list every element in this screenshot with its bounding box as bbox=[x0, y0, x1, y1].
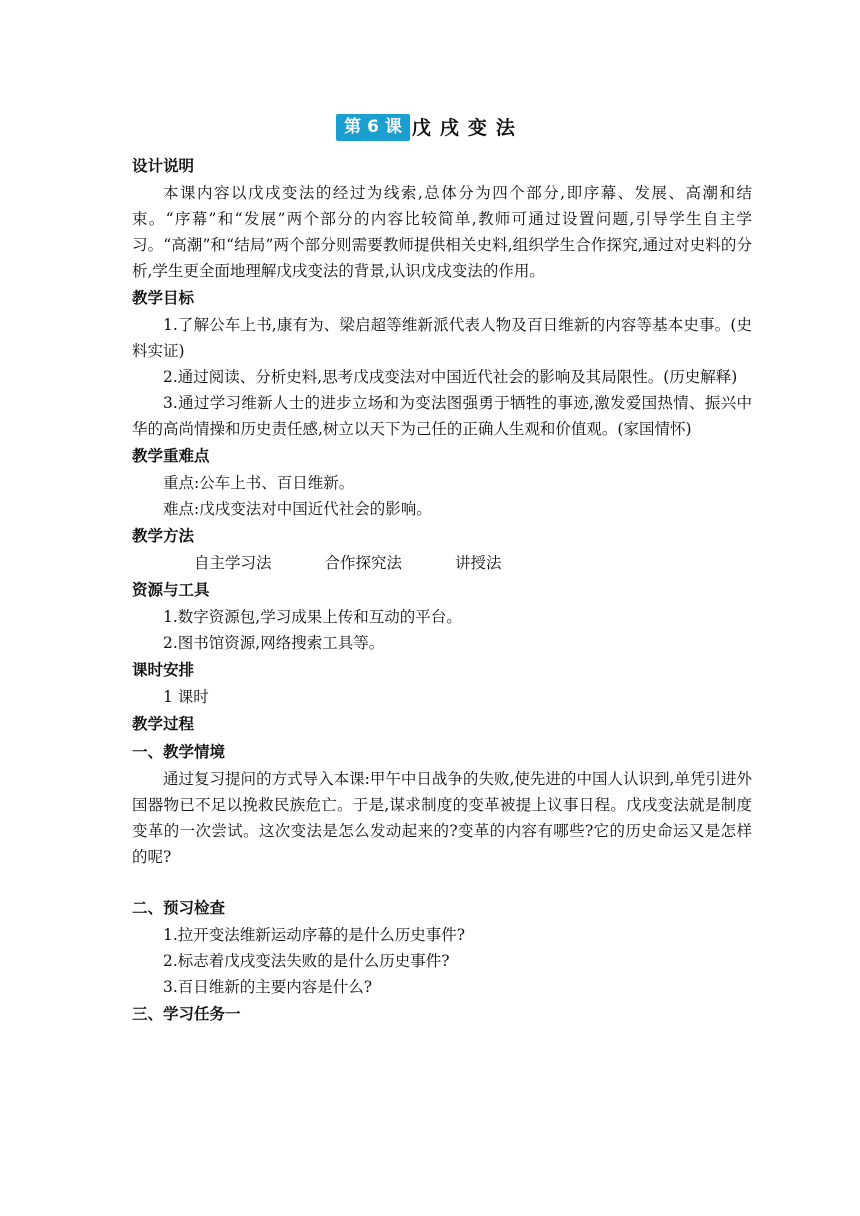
method-item: 自主学习法 bbox=[194, 554, 272, 572]
method-item: 合作探究法 bbox=[324, 554, 403, 572]
goal-item-2: 2.通过阅读、分析史料,思考戊戌变法对中国近代社会的影响及其局限性。(历史解释) bbox=[163, 368, 738, 386]
context-paragraph: 通过复习提问的方式导入本课:甲午中日战争的失败,使先进的中国人认识到,单凭引进外国器物已不足以挽救民族危亡。于是,谋求制度的变革被提上议事日程。戊戌变法就是制度变革的一次尝试。这次变法是怎么发动起来的?变革的内容有哪些?它的历史命运又是怎样的呢? bbox=[132, 770, 752, 866]
section-heading-methods: 教学方法 bbox=[132, 527, 195, 545]
section-heading-process: 教学过程 bbox=[132, 715, 195, 733]
method-item: 讲授法 bbox=[455, 554, 502, 572]
goal-item-1: 1.了解公车上书,康有为、梁启超等维新派代表人物及百日维新的内容等基本史事。(史料实证) bbox=[132, 316, 752, 360]
lesson-number-badge: 第 6 课 bbox=[336, 114, 410, 141]
section-heading-key-points: 教学重难点 bbox=[132, 447, 210, 465]
subsection-heading-task-1: 三、学习任务一 bbox=[132, 1005, 241, 1023]
lesson-header bbox=[0, 114, 860, 141]
lesson-title: 戊戌变法 bbox=[411, 116, 524, 139]
section-heading-goals: 教学目标 bbox=[132, 289, 195, 307]
design-paragraph: 本课内容以戊戌变法的经过为线索,总体分为四个部分,即序幕、发展、高潮和结束。“序幕”和“发展”两个部分的内容比较简单,教师可通过设置问题,引导学生自主学习。“高潮”和“结局”两个部分则需要教师提供相关史料,组织学生合作探究,通过对史料的分析,学生更全面地理解戊戌变法的背景,认识戊戌变法的作用。 bbox=[132, 184, 752, 280]
preview-question-1: 1.拉开变法维新运动序幕的是什么历史事件? bbox=[163, 926, 466, 944]
goal-item-3: 3.通过学习维新人士的进步立场和为变法图强勇于牺牲的事迹,激发爱国热情、振兴中华的高尚情操和历史责任感,树立以天下为己任的正确人生观和价值观。(家国情怀) bbox=[132, 394, 752, 438]
schedule-text: 1 课时 bbox=[163, 688, 209, 706]
subsection-heading-context: 一、教学情境 bbox=[132, 743, 226, 761]
preview-question-2: 2.标志着戊戌变法失败的是什么历史事件? bbox=[163, 952, 450, 970]
spacer bbox=[132, 870, 752, 894]
resource-item-2: 2.图书馆资源,网络搜索工具等。 bbox=[163, 634, 385, 652]
methods-list bbox=[132, 550, 752, 576]
document-body bbox=[132, 152, 752, 1028]
section-heading-resources: 资源与工具 bbox=[132, 581, 210, 599]
subsection-heading-preview: 二、预习检查 bbox=[132, 899, 226, 917]
key-point: 重点:公车上书、百日维新。 bbox=[163, 474, 355, 492]
resource-item-1: 1.数字资源包,学习成果上传和互动的平台。 bbox=[163, 608, 462, 626]
section-heading-schedule: 课时安排 bbox=[132, 661, 195, 679]
section-heading-design: 设计说明 bbox=[132, 157, 195, 175]
preview-question-3: 3.百日维新的主要内容是什么? bbox=[163, 978, 373, 996]
difficult-point: 难点:戊戌变法对中国近代社会的影响。 bbox=[163, 500, 432, 518]
